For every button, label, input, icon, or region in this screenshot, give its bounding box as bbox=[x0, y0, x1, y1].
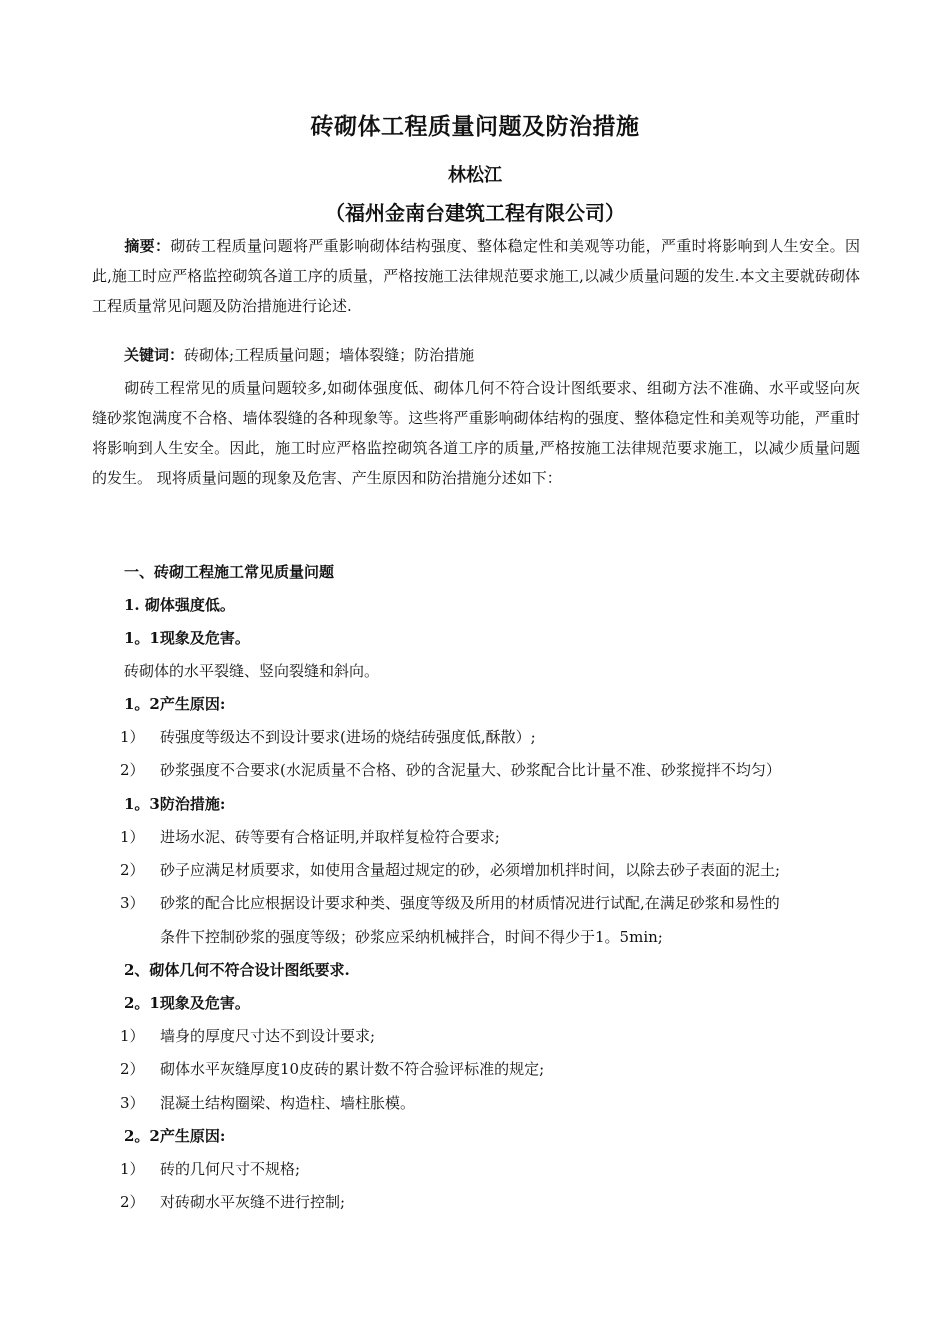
sub1-heading: 1. 砌体强度低。 bbox=[124, 596, 235, 614]
cause-item: 1） 砖的几何尺寸不规格; bbox=[120, 1160, 301, 1178]
measure-item: 2） 砂子应满足材质要求，如使用含量超过规定的砂，必须增加机拌时间，以除去砂子表面的泥土; bbox=[120, 861, 781, 879]
sub1-1-heading: 1。1现象及危害。 bbox=[124, 629, 250, 647]
keywords-line bbox=[124, 345, 474, 365]
abstract-label: 摘要： bbox=[124, 237, 171, 255]
cause-item: 2） 砂浆强度不合要求(水泥质量不合格、砂的含泥量大、砂浆配合比计量不准、砂浆搅拌不均匀） bbox=[120, 761, 781, 779]
author-affiliation: （福州金南台建筑工程有限公司） bbox=[325, 201, 625, 225]
document-title: 砖砌体工程质量问题及防治措施 bbox=[310, 113, 640, 140]
abstract-text: 砌砖工程质量问题将严重影响砌体结构强度、整体稳定性和美观等功能，严重时将影响到人生安全。因此,施工时应严格监控砌筑各道工序的质量，严格按施工法律规范要求施工,以减少质量问题的发生.本文主要就砖砌体工程质量常见问题及防治措施进行论述. bbox=[92, 237, 860, 315]
author-name: 林松江 bbox=[448, 165, 502, 186]
intro-text: 砌砖工程常见的质量问题较多,如砌体强度低、砌体几何不符合设计图纸要求、组砌方法不准确、水平或竖向灰缝砂浆饱满度不合格、墙体裂缝的各种现象等。这些将严重影响砌体结构的强度、整体稳定性和美观等功能，严重时将影响到人生安全。因此，施工时应严格监控砌筑各道工序的质量,严格按施工法律规范要求施工，以减少质量问题的发生。 现将质量问题的现象及危害、产生原因和防治措施分述如下： bbox=[92, 379, 860, 487]
keywords-label: 关键词： bbox=[124, 346, 185, 364]
problem-item: 2） 砌体水平灰缝厚度10皮砖的累计数不符合验评标准的规定; bbox=[120, 1060, 545, 1078]
measure-item: 3） 砂浆的配合比应根据设计要求种类、强度等级及所用的材质情况进行试配,在满足砂浆和易性的 bbox=[120, 894, 780, 912]
sub2-heading: 2、砌体几何不符合设计图纸要求. bbox=[124, 961, 350, 979]
cause-item: 2） 对砖砌水平灰缝不进行控制; bbox=[120, 1193, 346, 1211]
measure-item-continuation: 条件下控制砂浆的强度等级；砂浆应采纳机械拌合，时间不得少于1。5min; bbox=[160, 928, 663, 946]
intro-paragraph bbox=[92, 373, 860, 493]
problem-item: 3） 混凝土结构圈梁、构造柱、墙柱胀模。 bbox=[120, 1094, 416, 1112]
measure-item: 1） 进场水泥、砖等要有合格证明,并取样复检符合要求; bbox=[120, 828, 500, 846]
cause-item: 1） 砖强度等级达不到设计要求(进场的烧结砖强度低,酥散）; bbox=[120, 728, 536, 746]
sub1-3-heading: 1。3防治措施: bbox=[124, 795, 226, 813]
problem-item: 1） 墙身的厚度尺寸达不到设计要求; bbox=[120, 1027, 376, 1045]
sub1-1-text: 砖砌体的水平裂缝、竖向裂缝和斜向。 bbox=[124, 662, 380, 680]
sub1-2-heading: 1。2产生原因: bbox=[124, 695, 226, 713]
section1-heading: 一、砖砌工程施工常见质量问题 bbox=[124, 563, 335, 581]
abstract-paragraph bbox=[92, 231, 860, 321]
keywords-text: 砖砌体;工程质量问题；墙体裂缝；防治措施 bbox=[184, 346, 475, 364]
sub2-2-heading: 2。2产生原因: bbox=[124, 1127, 226, 1145]
sub2-1-heading: 2。1现象及危害。 bbox=[124, 994, 250, 1012]
